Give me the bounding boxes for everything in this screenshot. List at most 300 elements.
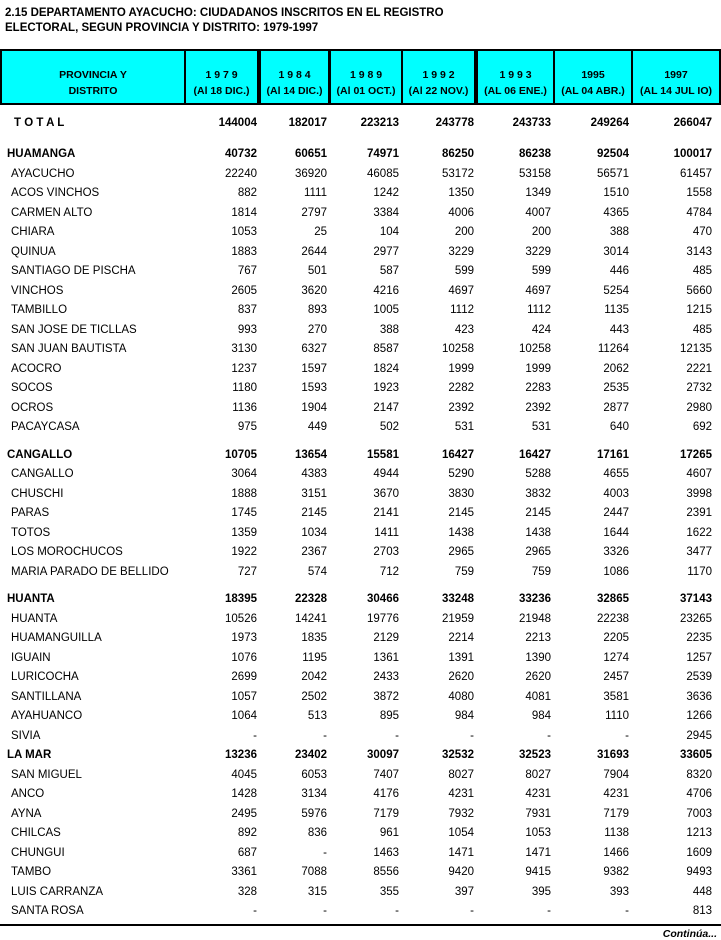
value-cell: 836 — [307, 827, 327, 840]
value-cell: 712 — [379, 565, 399, 578]
value-cell: 7179 — [603, 807, 629, 820]
value-cell: 144004 — [218, 116, 257, 129]
value-cell: 4176 — [373, 788, 399, 801]
value-cell: 19776 — [367, 612, 399, 625]
value-cell: 10705 — [225, 448, 257, 461]
district-name-cell: SANTILLANA — [11, 690, 82, 703]
value-cell: 100017 — [673, 148, 712, 161]
column-header-1992 — [403, 51, 478, 103]
value-cell: 449 — [307, 421, 327, 434]
value-cell: 315 — [307, 885, 327, 898]
district-name-cell: CHIARA — [11, 226, 55, 239]
value-cell: 1054 — [448, 827, 474, 840]
value-cell: 1558 — [686, 187, 712, 200]
district-name-cell: IGUAIN — [11, 651, 51, 664]
value-cell: 5660 — [686, 284, 712, 297]
value-cell: 3229 — [448, 245, 474, 258]
value-cell: 200 — [454, 226, 474, 239]
table-row — [0, 687, 721, 707]
value-cell: 1609 — [686, 846, 712, 859]
value-cell: 9415 — [525, 866, 551, 879]
value-cell: 9493 — [686, 866, 712, 879]
province-name-cell: T O T A L — [14, 116, 65, 129]
value-cell: 30097 — [367, 749, 399, 762]
value-cell: 1112 — [450, 304, 474, 317]
table-row — [0, 320, 721, 340]
value-cell: 1053 — [231, 226, 257, 239]
table-row — [0, 668, 721, 688]
value-cell: 2392 — [448, 401, 474, 414]
value-cell: 1111 — [303, 187, 327, 200]
value-cell: 1438 — [448, 526, 474, 539]
value-cell: 3014 — [603, 245, 629, 258]
table-row — [0, 184, 721, 204]
value-cell: 1361 — [373, 651, 399, 664]
value-cell: 4007 — [525, 206, 551, 219]
district-name-cell: SOCOS — [11, 382, 53, 395]
value-cell: 1215 — [686, 304, 712, 317]
bottom-rule — [0, 924, 721, 926]
table-row — [0, 562, 721, 582]
value-cell: 388 — [609, 226, 629, 239]
table-row — [0, 882, 721, 902]
value-cell: 1112 — [527, 304, 551, 317]
column-header-line1: 1 9 7 9 — [205, 69, 238, 81]
value-cell: 14241 — [295, 612, 327, 625]
value-cell: 1138 — [604, 827, 629, 840]
value-cell: 243778 — [435, 116, 474, 129]
value-cell: 1593 — [301, 382, 327, 395]
value-cell: 74971 — [367, 148, 399, 161]
value-cell: 1359 — [231, 526, 257, 539]
value-cell: 5288 — [525, 468, 551, 481]
value-cell: 16427 — [519, 448, 551, 461]
value-cell: 2644 — [301, 245, 327, 258]
value-cell: 3581 — [603, 690, 629, 703]
value-cell: 7088 — [301, 866, 327, 879]
value-cell: 1411 — [374, 526, 399, 539]
value-cell: 2141 — [373, 507, 399, 520]
table-row — [0, 629, 721, 649]
value-cell: 2213 — [525, 632, 551, 645]
value-cell: 599 — [454, 265, 474, 278]
table-row — [0, 301, 721, 321]
value-cell: 2205 — [603, 632, 629, 645]
value-cell: 1170 — [687, 565, 712, 578]
district-name-cell: SAN MIGUEL — [11, 768, 82, 781]
value-cell: 2447 — [603, 507, 629, 520]
value-cell: 1438 — [525, 526, 551, 539]
value-cell: 1242 — [373, 187, 399, 200]
value-cell: 2391 — [686, 507, 712, 520]
value-cell: - — [253, 729, 257, 742]
value-cell: 6327 — [301, 343, 327, 356]
value-cell: 21959 — [442, 612, 474, 625]
value-cell: 3064 — [231, 468, 257, 481]
table-row — [0, 359, 721, 379]
value-cell: - — [253, 905, 257, 918]
column-header-1984 — [261, 51, 331, 103]
value-cell: 393 — [609, 885, 629, 898]
value-cell: 446 — [609, 265, 629, 278]
table-row — [0, 164, 721, 184]
value-cell: 7003 — [686, 807, 712, 820]
value-cell: 1034 — [301, 526, 327, 539]
value-cell: 53172 — [442, 167, 474, 180]
column-header-line2: (AL 14 JUL IO) — [640, 85, 712, 97]
column-header-line1: PROVINCIA Y — [59, 69, 127, 81]
value-cell: - — [547, 905, 551, 918]
value-cell: 3620 — [301, 284, 327, 297]
value-cell: 961 — [379, 827, 399, 840]
value-cell: 5254 — [603, 284, 629, 297]
value-cell: 2457 — [603, 671, 629, 684]
value-cell: 2235 — [686, 632, 712, 645]
value-cell: 1622 — [686, 526, 712, 539]
district-name-cell: SAN JOSE DE TICLLAS — [11, 323, 137, 336]
value-cell: 17265 — [680, 448, 712, 461]
table-row — [0, 648, 721, 668]
value-cell: - — [323, 846, 327, 859]
district-name-cell: CANGALLO — [11, 468, 74, 481]
column-header-line1: 1 9 9 2 — [422, 69, 455, 81]
value-cell: 687 — [237, 846, 257, 859]
district-name-cell: SAN JUAN BAUTISTA — [11, 343, 127, 356]
value-cell: 2965 — [448, 546, 474, 559]
table-row — [0, 785, 721, 805]
district-name-cell: SANTA ROSA — [11, 905, 84, 918]
district-name-cell: TAMBO — [11, 866, 52, 879]
value-cell: 485 — [692, 323, 712, 336]
value-cell: 16427 — [442, 448, 474, 461]
value-cell: 1195 — [302, 651, 327, 664]
table-row — [0, 262, 721, 282]
value-cell: 2433 — [373, 671, 399, 684]
district-name-cell: AYAHUANCO — [11, 710, 83, 723]
value-cell: 33236 — [519, 593, 551, 606]
value-cell: - — [395, 729, 399, 742]
value-cell: - — [547, 729, 551, 742]
value-cell: 13654 — [295, 448, 327, 461]
value-cell: 2502 — [301, 690, 327, 703]
value-cell: 4216 — [373, 284, 399, 297]
column-header-line2: (Al 18 DIC.) — [193, 85, 250, 97]
value-cell: 7931 — [525, 807, 551, 820]
value-cell: 4080 — [448, 690, 474, 703]
value-cell: 2129 — [373, 632, 399, 645]
value-cell: 3832 — [525, 487, 551, 500]
value-cell: 4944 — [373, 468, 399, 481]
value-cell: 1350 — [448, 187, 474, 200]
table-row — [0, 484, 721, 504]
value-cell: 1883 — [231, 245, 257, 258]
district-name-cell: SANTIAGO DE PISCHA — [11, 265, 136, 278]
column-header-line2: (AL 06 ENE.) — [484, 85, 547, 97]
table-row — [0, 590, 721, 610]
district-name-cell: QUINUA — [11, 245, 56, 258]
value-cell: 33605 — [680, 749, 712, 762]
column-header-1989 — [331, 51, 403, 103]
value-cell: 2703 — [373, 546, 399, 559]
value-cell: 1266 — [686, 710, 712, 723]
value-cell: 1471 — [448, 846, 474, 859]
table-row — [0, 145, 721, 165]
value-cell: 3134 — [301, 788, 327, 801]
value-cell: 92504 — [597, 148, 629, 161]
table-row — [0, 340, 721, 360]
value-cell: 993 — [237, 323, 257, 336]
table-row — [0, 902, 721, 922]
spacer-row — [0, 133, 721, 145]
value-cell: 33248 — [442, 593, 474, 606]
value-cell: 1904 — [301, 401, 327, 414]
value-cell: 5976 — [301, 807, 327, 820]
report-title-line2: ELECTORAL, SEGUN PROVINCIA Y DISTRITO: 1979-1997 — [5, 22, 319, 34]
value-cell: 1076 — [231, 651, 257, 664]
value-cell: 8556 — [373, 866, 399, 879]
province-name-cell: LA MAR — [7, 749, 52, 762]
value-cell: 8587 — [373, 343, 399, 356]
value-cell: 574 — [307, 565, 327, 578]
value-cell: 397 — [454, 885, 474, 898]
value-cell: 1391 — [448, 651, 474, 664]
value-cell: 3384 — [373, 206, 399, 219]
value-cell: 3872 — [373, 690, 399, 703]
table-row — [0, 379, 721, 399]
value-cell: 2062 — [603, 362, 629, 375]
value-cell: 4383 — [301, 468, 327, 481]
district-name-cell: CHUSCHI — [11, 487, 64, 500]
value-cell: 1466 — [603, 846, 629, 859]
value-cell: 2732 — [686, 382, 712, 395]
table-row — [0, 843, 721, 863]
value-cell: 813 — [692, 905, 712, 918]
value-cell: 502 — [379, 421, 399, 434]
value-cell: 37143 — [680, 593, 712, 606]
value-cell: 36920 — [295, 167, 327, 180]
value-cell: 3830 — [448, 487, 474, 500]
district-name-cell: TAMBILLO — [11, 304, 68, 317]
column-header-1997 — [633, 51, 719, 103]
value-cell: 587 — [379, 265, 399, 278]
value-cell: 895 — [379, 710, 399, 723]
district-name-cell: PACAYCASA — [11, 421, 80, 434]
value-cell: 1973 — [231, 632, 257, 645]
value-cell: 2965 — [525, 546, 551, 559]
value-cell: 1213 — [686, 827, 712, 840]
value-cell: 1888 — [231, 487, 257, 500]
value-cell: 2977 — [373, 245, 399, 258]
value-cell: 2980 — [686, 401, 712, 414]
column-header-line1: 1997 — [664, 69, 688, 81]
value-cell: - — [625, 905, 629, 918]
value-cell: 3477 — [686, 546, 712, 559]
continua-note: Continúa... — [662, 928, 717, 940]
column-header-line1: 1995 — [581, 69, 605, 81]
table-row — [0, 765, 721, 785]
value-cell: 3998 — [686, 487, 712, 500]
value-cell: 3229 — [525, 245, 551, 258]
district-name-cell: MARIA PARADO DE BELLIDO — [11, 565, 169, 578]
district-name-cell: TOTOS — [11, 526, 51, 539]
value-cell: 470 — [692, 226, 712, 239]
value-cell: 4231 — [603, 788, 629, 801]
value-cell: 9382 — [603, 866, 629, 879]
value-cell: 1471 — [525, 846, 551, 859]
value-cell: 22240 — [225, 167, 257, 180]
value-cell: 200 — [531, 226, 551, 239]
value-cell: 46085 — [367, 167, 399, 180]
value-cell: 2042 — [301, 671, 327, 684]
table-row — [0, 281, 721, 301]
district-name-cell: LURICOCHA — [11, 671, 79, 684]
table-row — [0, 203, 721, 223]
value-cell: 25 — [314, 226, 327, 239]
spacer-row — [0, 582, 721, 590]
value-cell: 2877 — [603, 401, 629, 414]
value-cell: 182017 — [288, 116, 327, 129]
province-name-cell: CANGALLO — [7, 448, 73, 461]
value-cell: 53158 — [519, 167, 551, 180]
column-header-line2: DISTRITO — [68, 85, 118, 97]
value-cell: 759 — [531, 565, 551, 578]
value-cell: 1057 — [231, 690, 257, 703]
district-name-cell: VINCHOS — [11, 284, 64, 297]
value-cell: 1999 — [525, 362, 551, 375]
column-header-1979 — [186, 51, 261, 103]
value-cell: 1923 — [373, 382, 399, 395]
district-name-cell: OCROS — [11, 401, 54, 414]
value-cell: 3326 — [603, 546, 629, 559]
value-cell: 2145 — [448, 507, 474, 520]
value-cell: 1597 — [301, 362, 327, 375]
value-cell: 2495 — [231, 807, 257, 820]
value-cell: 86250 — [442, 148, 474, 161]
value-cell: 4365 — [603, 206, 629, 219]
value-cell: 984 — [454, 710, 474, 723]
column-header-line2: (Al 14 DIC.) — [266, 85, 323, 97]
value-cell: 1390 — [525, 651, 551, 664]
table-row — [0, 418, 721, 438]
column-header-1995 — [555, 51, 633, 103]
district-name-cell: PARAS — [11, 507, 50, 520]
value-cell: 12135 — [680, 343, 712, 356]
value-cell: 4006 — [448, 206, 474, 219]
value-cell: 2605 — [231, 284, 257, 297]
value-cell: 266047 — [673, 116, 712, 129]
value-cell: 15581 — [367, 448, 399, 461]
report-title-line1: 2.15 DEPARTAMENTO AYACUCHO: CIUDADANOS INSCRITOS EN EL REGISTRO — [5, 7, 444, 19]
value-cell: 531 — [531, 421, 551, 434]
value-cell: 3670 — [373, 487, 399, 500]
value-cell: 4697 — [448, 284, 474, 297]
value-cell: 60651 — [295, 148, 327, 161]
column-header-provincia-distrito — [2, 51, 186, 103]
value-cell: 485 — [692, 265, 712, 278]
value-cell: 8027 — [525, 768, 551, 781]
value-cell: 4607 — [686, 468, 712, 481]
value-cell: 17161 — [597, 448, 629, 461]
table-row — [0, 543, 721, 563]
value-cell: 10258 — [519, 343, 551, 356]
value-cell: 388 — [379, 323, 399, 336]
value-cell: 975 — [237, 421, 257, 434]
value-cell: 4697 — [525, 284, 551, 297]
value-cell: - — [470, 729, 474, 742]
column-header-line2: (Al 22 NOV.) — [408, 85, 469, 97]
table-row — [0, 465, 721, 485]
value-cell: 692 — [692, 421, 712, 434]
value-cell: 7904 — [603, 768, 629, 781]
value-cell: 893 — [307, 304, 327, 317]
table-row — [0, 804, 721, 824]
value-cell: 2945 — [686, 729, 712, 742]
value-cell: 4784 — [686, 206, 712, 219]
value-cell: 1274 — [603, 651, 629, 664]
value-cell: 513 — [307, 710, 327, 723]
value-cell: 355 — [379, 885, 399, 898]
value-cell: 531 — [454, 421, 474, 434]
district-name-cell: ACOS VINCHOS — [11, 187, 100, 200]
district-name-cell: ANCO — [11, 788, 45, 801]
value-cell: 5290 — [448, 468, 474, 481]
column-header-line1: 1 9 9 3 — [499, 69, 532, 81]
value-cell: 4655 — [603, 468, 629, 481]
value-cell: 1135 — [604, 304, 629, 317]
table-row — [0, 445, 721, 465]
table-row — [0, 707, 721, 727]
value-cell: 4706 — [686, 788, 712, 801]
value-cell: 23402 — [295, 749, 327, 762]
value-cell: 61457 — [680, 167, 712, 180]
province-name-cell: HUANTA — [7, 593, 55, 606]
table-row — [0, 113, 721, 133]
value-cell: 23265 — [680, 612, 712, 625]
value-cell: 3130 — [231, 343, 257, 356]
value-cell: 3143 — [686, 245, 712, 258]
value-cell: 2145 — [525, 507, 551, 520]
value-cell: 328 — [237, 885, 257, 898]
table-row — [0, 609, 721, 629]
value-cell: 2797 — [301, 206, 327, 219]
value-cell: 837 — [237, 304, 257, 317]
table-row — [0, 824, 721, 844]
value-cell: 2620 — [525, 671, 551, 684]
column-header-1993 — [478, 51, 555, 103]
district-name-cell: CHILCAS — [11, 827, 61, 840]
value-cell: 759 — [454, 565, 474, 578]
value-cell: 1999 — [448, 362, 474, 375]
table-row — [0, 523, 721, 543]
district-name-cell: CARMEN ALTO — [11, 206, 93, 219]
report-title — [0, 0, 721, 36]
value-cell: 2214 — [448, 632, 474, 645]
value-cell: 223213 — [360, 116, 399, 129]
table-row — [0, 746, 721, 766]
value-cell: 104 — [379, 226, 399, 239]
table-row — [0, 223, 721, 243]
value-cell: 7179 — [373, 807, 399, 820]
value-cell: 8320 — [686, 768, 712, 781]
value-cell: 2392 — [525, 401, 551, 414]
value-cell: 443 — [609, 323, 629, 336]
value-cell: 18395 — [225, 593, 257, 606]
value-cell: 501 — [307, 265, 327, 278]
value-cell: 1237 — [231, 362, 257, 375]
value-cell: 1086 — [603, 565, 629, 578]
value-cell: 6053 — [301, 768, 327, 781]
district-name-cell: AYNA — [11, 807, 42, 820]
